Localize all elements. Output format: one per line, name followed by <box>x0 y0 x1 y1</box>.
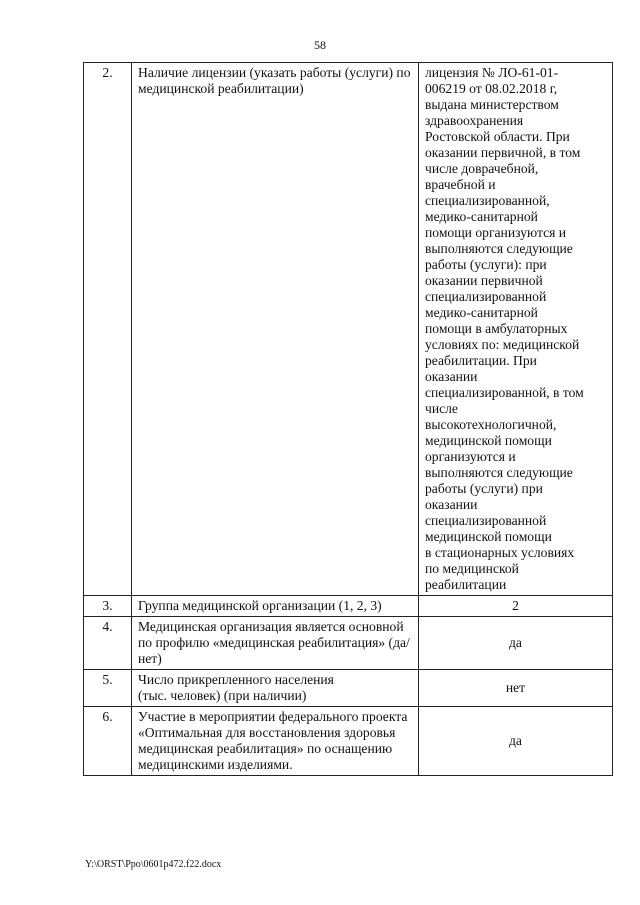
row-number: 5. <box>84 670 132 707</box>
row-number: 6. <box>84 707 132 776</box>
page-number: 58 <box>314 38 326 52</box>
footer-file-path: Y:\ORST\Ppo\0601p472.f22.docx <box>85 859 222 870</box>
row-question: Участие в мероприятии федерального проекта «Оптимальная для восстановления здоровья медицинская реабилитация» по оснащению медицинскими изделиями. <box>132 707 419 776</box>
row-number: 4. <box>84 617 132 670</box>
data-table <box>83 62 613 776</box>
row-answer: нет <box>419 670 613 707</box>
row-question: Медицинская организация является основной по профилю «медицинская реабилитация» (да/нет) <box>132 617 419 670</box>
table-row <box>84 63 613 596</box>
table-row <box>84 707 613 776</box>
table-row <box>84 670 613 707</box>
row-question: Группа медицинской организации (1, 2, 3) <box>132 596 419 617</box>
row-question: Наличие лицензии (указать работы (услуги) по медицинской реабилитации) <box>132 63 419 596</box>
table-row <box>84 617 613 670</box>
row-answer: 2 <box>419 596 613 617</box>
row-question: Число прикрепленного населения (тыс. человек) (при наличии) <box>132 670 419 707</box>
row-answer: лицензия № ЛО-61-01- 006219 от 08.02.2018 г, выдана министерством здравоохранения Ростовской области. При оказании первичной, в том числе доврачебной, врачебной и специализированной, медико-санитарной помощи организуются и выполняются следующие работы (услуги): при оказании первичной специализированной медико-санитарной помощи в амбулаторных условиях по: медицинской реабилитации. При оказании специализированной, в том числе высокотехнологичной, медицинской помощи организуются и выполняются следующие работы (услуги) при оказании специализированной медицинской помощи в стационарных условиях по медицинской реабилитации <box>419 63 613 596</box>
row-answer: да <box>419 617 613 670</box>
row-number: 3. <box>84 596 132 617</box>
table-row <box>84 596 613 617</box>
row-number: 2. <box>84 63 132 596</box>
row-answer: да <box>419 707 613 776</box>
